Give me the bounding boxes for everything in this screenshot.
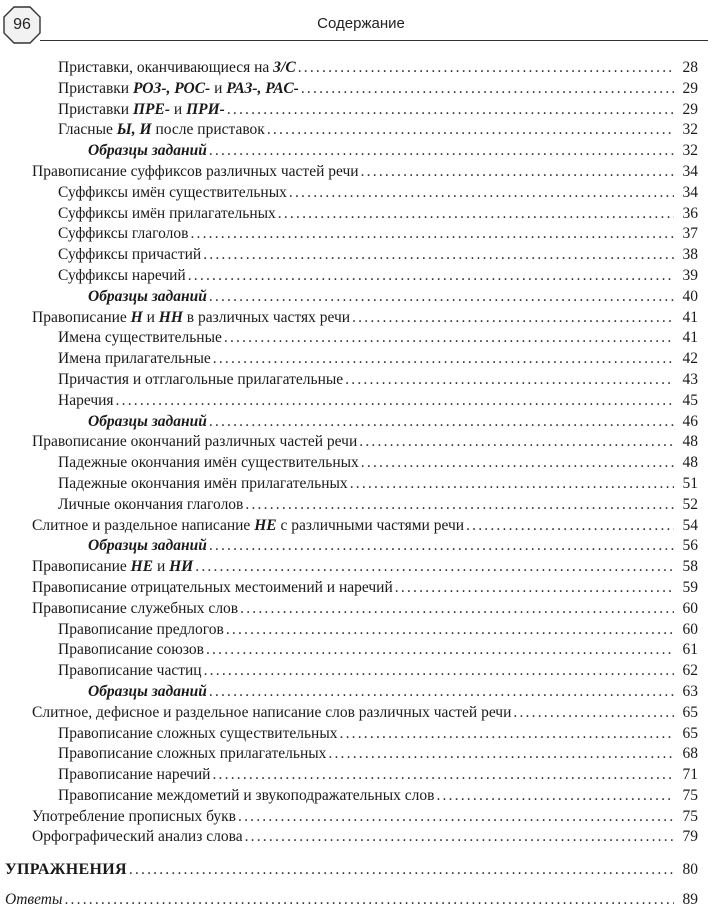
toc-entry-title	[58, 724, 338, 745]
toc-entry-text: с различными частями речи	[276, 516, 465, 534]
toc-entry[interactable]	[0, 682, 722, 703]
toc-entry-title	[32, 557, 193, 578]
toc-dot-leader	[188, 266, 674, 287]
toc-entry-text: и	[170, 100, 187, 118]
toc-dot-leader	[352, 308, 674, 329]
toc-dot-leader	[195, 557, 674, 578]
toc-entry-text: Образцы заданий	[88, 412, 207, 430]
toc-page-number: 60	[682, 599, 698, 617]
toc-entry-text: и	[153, 558, 170, 576]
toc-dot-leader	[212, 765, 674, 786]
toc-entry-text: и	[142, 308, 159, 326]
toc-entry[interactable]	[0, 536, 722, 557]
toc-entry-emphasis: З/С	[273, 59, 296, 76]
toc-entry-title	[58, 79, 299, 100]
toc-dot-leader	[209, 287, 674, 308]
toc-page-number: 51	[682, 474, 698, 492]
toc-entry[interactable]	[0, 599, 722, 620]
toc-entry[interactable]	[0, 287, 722, 308]
toc-entry-title	[58, 183, 287, 204]
toc-dot-leader	[289, 183, 674, 204]
toc-entry-title	[58, 391, 114, 412]
toc-page-number: 37	[682, 225, 698, 243]
toc-entry-title	[88, 682, 207, 703]
toc-entry-text: Правописание сложных существительных	[58, 724, 338, 742]
toc-dot-leader	[129, 860, 674, 881]
toc-entry-emphasis: Н	[130, 308, 143, 326]
toc-entry-title	[58, 204, 276, 225]
page-header	[0, 0, 722, 46]
toc-entry-text: и	[210, 79, 227, 97]
toc-entry[interactable]	[0, 245, 722, 266]
toc-entry-title	[32, 827, 243, 848]
toc-entry-text: Образцы заданий	[88, 682, 207, 700]
toc-entry-title	[88, 141, 207, 162]
toc-entry-title	[32, 162, 359, 183]
toc-page-number: 45	[682, 391, 698, 409]
toc-entry-text: Приставки	[58, 79, 133, 97]
toc-page-number: 56	[682, 537, 698, 555]
toc-page-number: 48	[682, 433, 698, 451]
toc-entry-emphasis: Ы, И	[116, 121, 152, 139]
toc-entry-title	[58, 245, 201, 266]
toc-entry-text: Суффиксы имён существительных	[58, 183, 287, 201]
toc-page-number: 52	[682, 495, 698, 513]
toc-entry-text: Образцы заданий	[88, 537, 207, 555]
header-divider	[40, 40, 708, 41]
toc-entry[interactable]	[0, 308, 722, 329]
toc-entry-text: Употребление прописных букв	[32, 807, 236, 825]
toc-page-number: 58	[682, 558, 698, 576]
toc-entry-text: Суффиксы наречий	[58, 266, 186, 284]
toc-entry-text: Орфографический анализ слова	[32, 828, 243, 846]
toc-entry-title	[88, 536, 207, 557]
toc-entry-title	[32, 599, 238, 620]
toc-dot-leader	[350, 474, 674, 495]
toc-page-number: 36	[682, 204, 698, 222]
toc-page-number: 71	[682, 766, 698, 784]
toc-page-number: 43	[682, 370, 698, 388]
toc-entry-emphasis: ПРИ-	[186, 100, 225, 118]
toc-entry-emphasis: НН	[158, 308, 183, 326]
toc-dot-leader	[206, 640, 674, 661]
toc-entry[interactable]	[0, 266, 722, 287]
toc-dot-leader	[340, 724, 675, 745]
toc-dot-leader	[226, 620, 674, 641]
toc-entry-title	[32, 578, 393, 599]
toc-entry[interactable]	[0, 79, 722, 100]
toc-dot-leader	[278, 204, 674, 225]
toc-entry[interactable]	[0, 860, 722, 881]
toc-page-number: 34	[682, 183, 698, 201]
toc-entry[interactable]	[0, 578, 722, 599]
toc-dot-leader	[359, 432, 674, 453]
toc-entry-text: Падежные окончания имён существительных	[58, 454, 359, 472]
toc-entry-text: Правописание наречий	[58, 766, 211, 784]
running-header-title: Содержание	[317, 15, 405, 32]
toc-entry[interactable]	[0, 391, 722, 412]
toc-page-number: 34	[682, 162, 698, 180]
toc-dot-leader	[298, 58, 674, 79]
toc-dot-leader	[209, 682, 674, 703]
toc-entry[interactable]	[0, 640, 722, 661]
toc-entry[interactable]	[0, 370, 722, 391]
toc-page-number: 79	[682, 828, 698, 846]
toc-entry[interactable]	[0, 162, 722, 183]
toc-dot-leader	[209, 412, 674, 433]
toc-dot-leader	[245, 827, 674, 848]
toc-entry-text: Суффиксы имён прилагательных	[58, 204, 276, 222]
toc-entry-text: Образцы заданий	[88, 287, 207, 305]
page-number: 96	[13, 16, 31, 33]
toc-entry-emphasis: ПРЕ-	[132, 100, 171, 118]
toc-entry[interactable]	[0, 100, 722, 121]
toc-entry-title	[58, 100, 225, 121]
toc-dot-leader	[328, 744, 674, 765]
toc-entry-text: Правописание	[32, 558, 131, 576]
toc-page-number: 48	[682, 454, 698, 472]
toc-entry[interactable]	[0, 765, 722, 786]
toc-entry[interactable]	[0, 58, 722, 79]
toc-page-number: 65	[682, 724, 698, 742]
toc-page-number: 41	[682, 329, 698, 347]
toc-page-number: 41	[682, 308, 698, 326]
toc-page-number: 68	[682, 745, 698, 763]
toc-page-number: 42	[682, 350, 698, 368]
toc-entry[interactable]	[0, 827, 722, 848]
toc-entry-emphasis: НИ	[169, 558, 194, 576]
toc-entry-title	[58, 786, 434, 807]
toc-page-number: 38	[682, 246, 698, 264]
toc-entry-title	[58, 120, 265, 141]
toc-page-number: 62	[682, 662, 698, 680]
toc-page-number: 28	[682, 59, 698, 76]
toc-page-number: 46	[682, 412, 698, 430]
toc-dot-leader	[204, 661, 674, 682]
toc-entry[interactable]	[0, 703, 722, 724]
toc-entry-emphasis: РОЗ-, РОС-	[132, 79, 211, 97]
toc-dot-leader	[267, 120, 674, 141]
toc-dot-leader	[213, 349, 674, 370]
toc-entry[interactable]	[0, 204, 722, 225]
toc-entry-text: в различных частях речи	[182, 308, 351, 326]
toc-entry-text: Правописание междометий и звукоподражательных слов	[58, 786, 435, 804]
toc-entry-text: Причастия и отглагольные прилагательные	[58, 370, 344, 388]
table-of-contents	[0, 58, 722, 911]
toc-entry-title	[58, 495, 243, 516]
toc-dot-leader	[238, 807, 674, 828]
toc-entry-text: после приставок	[151, 121, 265, 139]
toc-entry-emphasis: НЕ	[254, 516, 277, 534]
toc-entry-title	[5, 890, 62, 911]
toc-entry-title	[58, 328, 222, 349]
toc-page-number: 63	[682, 682, 698, 700]
toc-entry-text: Личные окончания глаголов	[58, 495, 244, 513]
toc-entry-text: Правописание предлогов	[58, 620, 224, 638]
toc-entry[interactable]	[0, 807, 722, 828]
toc-entry-title	[58, 640, 204, 661]
toc-entry[interactable]	[0, 432, 722, 453]
toc-entry[interactable]	[0, 183, 722, 204]
toc-page-number: 32	[682, 142, 698, 160]
toc-entry-title	[88, 287, 207, 308]
toc-page-number: 75	[682, 786, 698, 804]
toc-entry-text: Падежные окончания имён прилагательных	[58, 474, 348, 492]
toc-entry[interactable]	[0, 620, 722, 641]
toc-dot-leader	[209, 141, 674, 162]
toc-entry-text: Правописание окончаний различных частей речи	[32, 433, 358, 451]
toc-entry[interactable]	[0, 141, 722, 162]
toc-dot-leader	[436, 786, 674, 807]
toc-entry[interactable]	[0, 661, 722, 682]
toc-dot-leader	[227, 100, 674, 121]
toc-entry-title	[32, 308, 350, 329]
toc-entry-text: Образцы заданий	[88, 142, 207, 160]
toc-page-number: 65	[682, 703, 698, 721]
toc-entry-text: Слитное и раздельное написание	[32, 516, 255, 534]
toc-entry-title	[58, 474, 348, 495]
toc-entry[interactable]	[0, 349, 722, 370]
toc-entry[interactable]	[0, 453, 722, 474]
toc-dot-leader	[361, 453, 674, 474]
toc-page-number: 40	[682, 287, 698, 305]
toc-entry-title	[58, 58, 296, 79]
toc-dot-leader	[361, 162, 674, 183]
toc-dot-leader	[116, 391, 674, 412]
toc-entry-text: Слитное, дефисное и раздельное написание слов различных частей речи	[32, 703, 512, 721]
toc-entry[interactable]	[0, 474, 722, 495]
toc-entry-title	[58, 620, 224, 641]
toc-dot-leader	[466, 516, 674, 537]
toc-page-number: 29	[682, 100, 698, 118]
toc-entry-title	[58, 370, 343, 391]
toc-entry-text: Имена прилагательные	[58, 350, 211, 368]
toc-entry-text: Правописание суффиксов различных частей речи	[32, 162, 359, 180]
toc-entry-title	[58, 744, 326, 765]
toc-entry-text: Имена существительные	[58, 329, 222, 347]
toc-entry-text: Гласные	[58, 121, 117, 139]
toc-page-number: 54	[682, 516, 698, 534]
toc-dot-leader	[64, 890, 674, 911]
toc-dot-leader	[301, 79, 674, 100]
toc-page-number: 61	[682, 641, 698, 659]
toc-entry[interactable]	[0, 120, 722, 141]
toc-entry[interactable]	[0, 516, 722, 537]
toc-entry-title	[32, 703, 511, 724]
toc-dot-leader	[240, 599, 674, 620]
toc-dot-leader	[190, 224, 674, 245]
toc-entry-text: Правописание	[32, 308, 131, 326]
toc-dot-leader	[245, 495, 674, 516]
toc-entry-text: Приставки, оканчивающиеся на	[58, 59, 274, 76]
toc-entry-text: Правописание частиц	[58, 662, 202, 680]
toc-entry-text: Наречия	[58, 391, 114, 409]
toc-dot-leader	[209, 536, 674, 557]
toc-entry-text: Правописание служебных слов	[32, 599, 239, 617]
toc-entry[interactable]	[0, 890, 722, 911]
toc-entry-title	[58, 453, 359, 474]
toc-entry-text: Правописание отрицательных местоимений и наречий	[32, 578, 393, 596]
toc-entry-emphasis: РАЗ-, РАС-	[226, 79, 299, 97]
toc-entry-title	[32, 807, 236, 828]
toc-page-number: 39	[682, 266, 698, 284]
toc-entry-emphasis: НЕ	[130, 558, 154, 576]
toc-entry-text: Ответы	[5, 891, 63, 909]
toc-page-number: 89	[682, 891, 698, 909]
toc-entry[interactable]	[0, 328, 722, 349]
toc-page-number: 32	[682, 121, 698, 139]
toc-page-number: 29	[682, 79, 698, 97]
toc-entry[interactable]	[0, 412, 722, 433]
toc-entry-title	[5, 860, 127, 881]
toc-entry[interactable]	[0, 786, 722, 807]
toc-page-number: 60	[682, 620, 698, 638]
toc-entry-title	[58, 661, 202, 682]
toc-entry-text: Правописание союзов	[58, 641, 204, 659]
toc-entry[interactable]	[0, 724, 722, 745]
toc-page-number: 59	[682, 578, 698, 596]
toc-entry-text: Приставки	[58, 100, 133, 118]
toc-entry[interactable]	[0, 224, 722, 245]
toc-entry[interactable]	[0, 495, 722, 516]
toc-page-number: 75	[682, 807, 698, 825]
toc-entry-title	[32, 516, 464, 537]
toc-dot-leader	[395, 578, 674, 599]
toc-dot-leader	[513, 703, 674, 724]
toc-entry-title	[58, 765, 210, 786]
toc-dot-leader	[345, 370, 674, 391]
toc-entry-text: Суффиксы глаголов	[58, 225, 189, 243]
toc-dot-leader	[203, 245, 674, 266]
toc-entry-text: Правописание сложных прилагательных	[58, 745, 327, 763]
toc-entry-text: УПРАЖНЕНИЯ	[5, 861, 127, 879]
toc-entry-title	[58, 266, 186, 287]
toc-entry-title	[58, 349, 211, 370]
toc-dot-leader	[224, 328, 674, 349]
toc-entry-title	[32, 432, 357, 453]
toc-entry[interactable]	[0, 557, 722, 578]
toc-entry-text: Суффиксы причастий	[58, 246, 202, 264]
toc-entry[interactable]	[0, 744, 722, 765]
toc-entry-title	[88, 412, 207, 433]
toc-page-number: 80	[682, 861, 698, 879]
toc-entry-title	[58, 224, 188, 245]
